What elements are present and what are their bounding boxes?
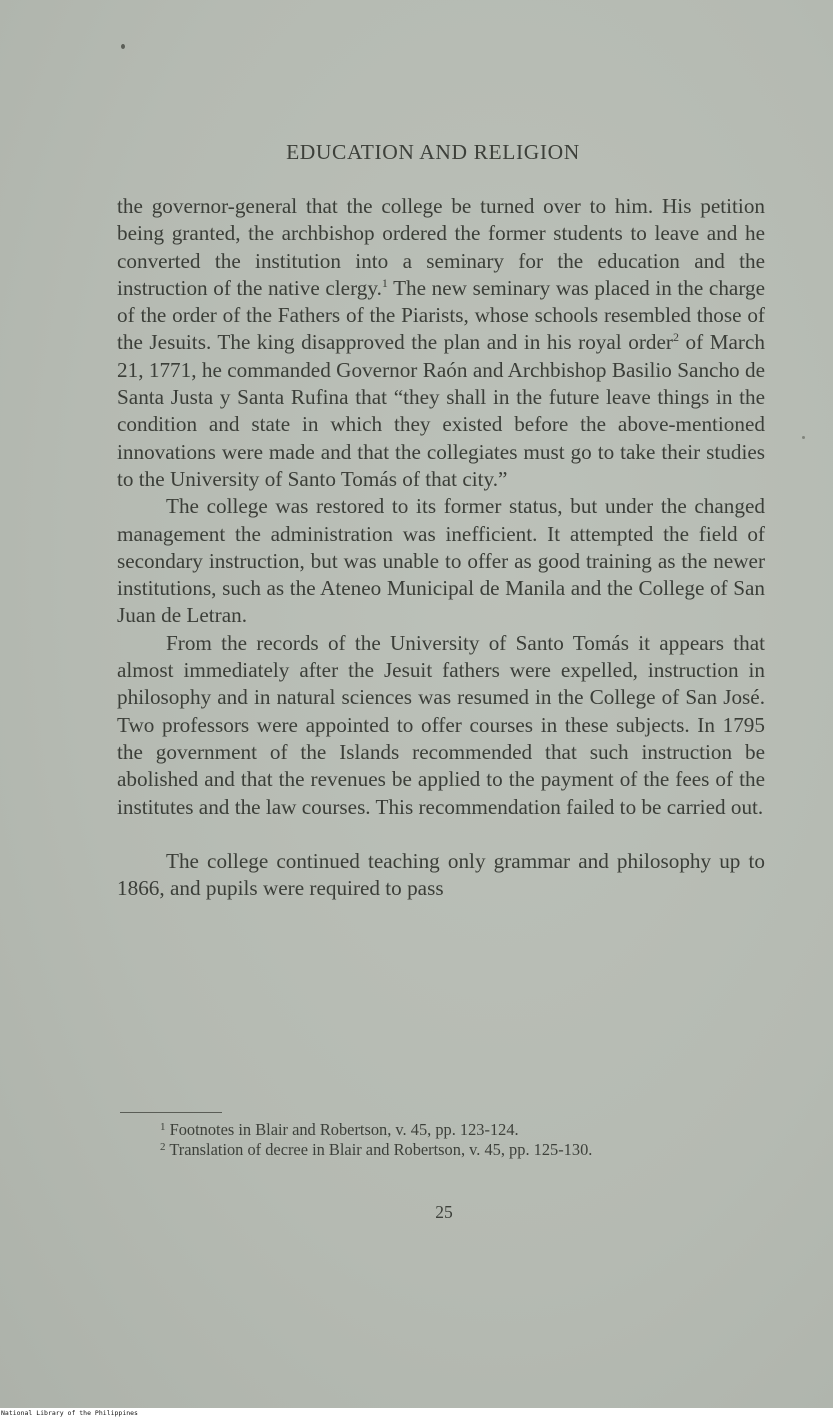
paragraph (117, 193, 765, 493)
footnote (117, 1120, 765, 1140)
paragraph: The college continued teaching only grammar and philosophy up to 1866, and pupils were required to pass (117, 848, 765, 901)
paragraph-text: The new seminary was placed in the charge of the order of the Fathers of the Piarists, whose schools resembled those of the Jesuits. The king disapproved the plan and in his royal order (117, 275, 765, 355)
footnote-rule (120, 1112, 222, 1113)
footnote-mark: 1 (160, 1121, 166, 1133)
body-text (117, 193, 765, 902)
page-number: 25 (435, 1202, 453, 1222)
ink-speck (802, 436, 805, 439)
footnote-reference: 1 (381, 275, 388, 290)
footnotes (117, 1120, 765, 1160)
paragraph-text: the governor-general that the college be turned over to him. His petition being granted, the archbishop ordered the former students to leave and he converted the institution into a seminary for the education and the instruction of the native clergy. (117, 194, 765, 300)
footnote-text: Footnotes in Blair and Robertson, v. 45, pp. 123-124. (169, 1120, 519, 1139)
running-title: EDUCATION AND RELIGION (286, 140, 580, 164)
paragraph: From the records of the University of Santo Tomás it appears that almost immediately after the Jesuit fathers were expelled, instruction in philosophy and in natural sciences was resumed in the College of San José. Two professors were appointed to offer courses in these subjects. In 1795 the government of the Islands recommended that such instruction be abolished and that the revenues be applied to the payment of the fees of the institutes and the law courses. This recommendation failed to be carried out. (117, 630, 765, 819)
paragraph: The college was restored to its former status, but under the changed management the administration was inefficient. It attempted the field of secondary instruction, but was unable to offer as good training as the newer institutions, such as the Ateneo Municipal de Manila and the College of San Juan de Letran. (117, 494, 765, 628)
footnote (117, 1140, 765, 1160)
footnote-text: Translation of decree in Blair and Robertson, v. 45, pp. 125-130. (169, 1140, 593, 1159)
credit-line: National Library of the Philippines (1, 1409, 138, 1417)
footnote-reference: 2 (672, 330, 679, 345)
ink-speck (121, 44, 125, 49)
paragraph-text: of March 21, 1771, he commanded Governor Raón and Archbishop Basilio Sancho de Santa Justa y Santa Rufina that “they shall in the future leave things in the condition and state in which they existed before the above-mentioned innovations were made and that the collegiates must go to take their studies to the University of Santo Tomás of that city.” (117, 330, 765, 491)
footnote-mark: 2 (160, 1141, 166, 1153)
